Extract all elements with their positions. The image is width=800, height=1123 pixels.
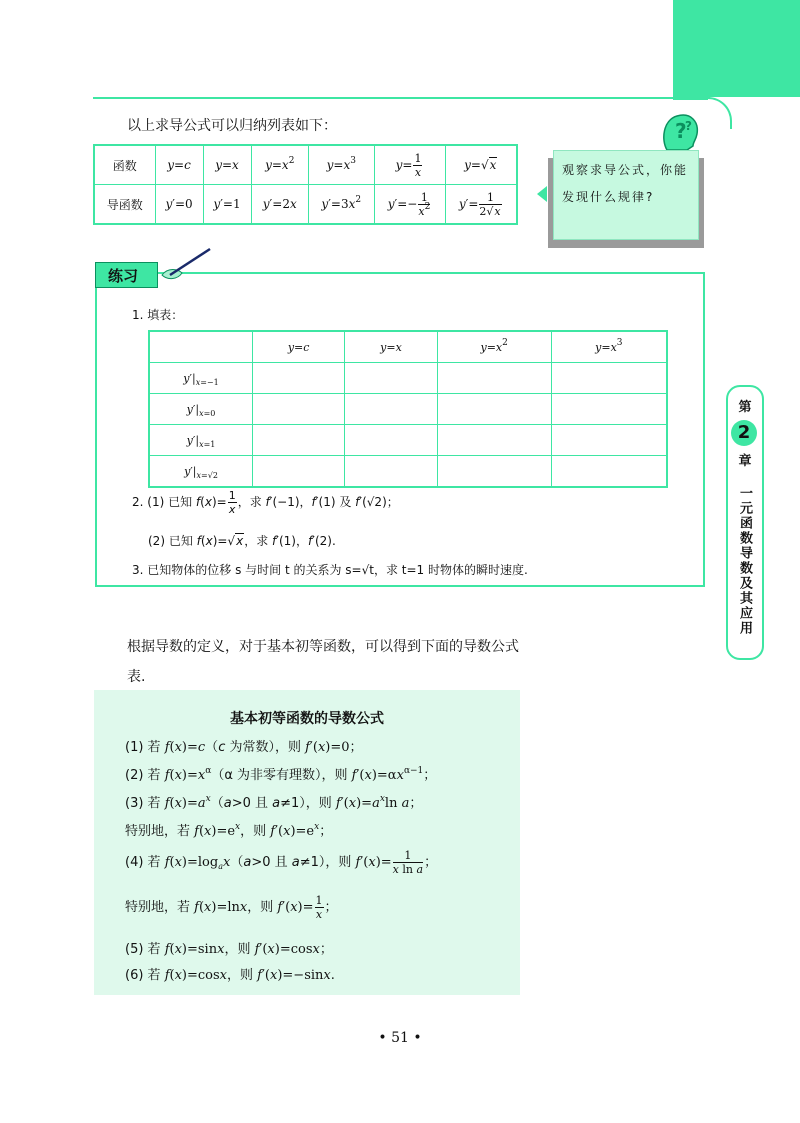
table-row: [149, 456, 667, 488]
table-cell: [149, 331, 253, 363]
top-divider-line: [93, 97, 710, 99]
table-cell: [437, 425, 551, 456]
table-cell: $y=x^3$: [309, 145, 375, 185]
observation-box: 观察求导公式，你能发现什么规律?: [553, 150, 699, 240]
table-cell: y=c: [253, 331, 345, 363]
page-number: • 51 •: [378, 1030, 422, 1046]
table-cell: $y'|_{x=-1}$: [149, 363, 253, 394]
top-green-block: [673, 0, 800, 100]
table-cell: y=√x: [445, 145, 517, 185]
table-cell: [551, 363, 667, 394]
formula-6: (6) 若 f(x)=cosx，则 f′(x)=−sinx.: [125, 968, 335, 983]
table-cell: [345, 363, 437, 394]
question-head-icon: [657, 110, 703, 154]
table-cell: [551, 456, 667, 488]
formula-2: (2) 若 $f(x)=x^\alpha(\alpha$ 为非零有理数），则 $f'(x)=\alpha x^{\alpha-1}$；: [125, 766, 437, 783]
table-cell: [345, 394, 437, 425]
table-cell: y=x: [203, 145, 251, 185]
intro-text: 以上求导公式可以归纳列表如下：: [127, 118, 337, 134]
exercise-tab-label: 练习: [95, 262, 158, 288]
exercise-fill-table: [148, 330, 668, 488]
table-cell: [345, 425, 437, 456]
chapter-title: 一元函数导数及其应用: [737, 486, 752, 636]
table-row: [149, 425, 667, 456]
exercise-q3: 3. 已知物体的位移 s 与时间 t 的关系为 s=√t，求 t=1 时物体的瞬时速度.: [132, 563, 528, 577]
table-cell: [437, 456, 551, 488]
table-cell: [253, 456, 345, 488]
svg-text:?: ?: [675, 119, 687, 143]
table-cell: y=c: [155, 145, 203, 185]
table-row: [149, 394, 667, 425]
chapter-number-badge: 2: [731, 420, 757, 446]
chapter-di: 第: [738, 400, 752, 415]
formula-4: (4) 若 $f(x)=\log_ax(a>0$ 且 a≠1），则 f′(x)= $\frac{1}{\text{x ln a}}$ ；: [125, 849, 438, 876]
table-cell: y′=0: [155, 185, 203, 225]
table-row: [94, 185, 517, 225]
table-header-function: 函数: [94, 145, 155, 185]
table-cell: [437, 363, 551, 394]
table-cell: y′=− $\frac{1}{x^2}$: [374, 185, 445, 225]
table-cell: $y'|_{x=1}$: [149, 425, 253, 456]
table-cell: $y'|_{x=√2}$: [149, 456, 253, 488]
table-row: [149, 331, 667, 363]
formula-4-special: 特别地，若 f(x)=lnx，则 f′(x)= $\frac{1}{x}$ ；: [125, 894, 338, 921]
table-header-derivative: 导函数: [94, 185, 155, 225]
exercise-q1: 1. 填表：: [132, 308, 184, 322]
exercise-q2-2: (2) 已知 f(x)=√x，求 f′(1)，f′(2).: [148, 534, 336, 548]
table-cell: $y=x^2$: [251, 145, 309, 185]
table-cell: [253, 425, 345, 456]
table-cell: y= $\frac{1}{x}$: [374, 145, 445, 185]
table-cell: y′=1: [203, 185, 251, 225]
table-cell: [551, 425, 667, 456]
formula-3-special: 特别地，若 $f(x)=e^x$，则 $f'(x)=e^x$；: [125, 822, 333, 839]
table-cell: [253, 394, 345, 425]
chapter-zhang: 章: [738, 454, 752, 469]
table-cell: $y'=3x^2$: [309, 185, 375, 225]
table-row: [94, 145, 517, 185]
table-cell: y′= $\frac{1}{2√x}$: [445, 185, 517, 225]
table-cell: [437, 394, 551, 425]
derivative-summary-table: [93, 144, 518, 225]
formula-1: (1) 若 f(x)=c（c 为常数），则 f′(x)=0；: [125, 740, 363, 755]
exercise-q2-1: 2. (1) 已知 f(x)= $\frac{1}{x}$ ，求 f′(−1)，f′(1) 及 f′(√2)；: [132, 489, 399, 516]
table-cell: [345, 456, 437, 488]
definition-paragraph: 根据导数的定义，对于基本初等函数，可以得到下面的导数公式表.: [127, 639, 519, 685]
formula-5: (5) 若 f(x)=sinx，则 f′(x)=cosx；: [125, 942, 333, 957]
table-cell: [253, 363, 345, 394]
table-cell: y=x: [345, 331, 437, 363]
table-cell: $y=x^3$: [551, 331, 667, 363]
table-cell: $y=x^2$: [437, 331, 551, 363]
formula-box-title: 基本初等函数的导数公式: [230, 711, 384, 727]
observation-pointer: [537, 186, 547, 202]
pen-icon: [150, 245, 215, 285]
table-row: [149, 363, 667, 394]
svg-text:?: ?: [685, 119, 692, 133]
table-cell: y′=2x: [251, 185, 309, 225]
formula-3: (3) 若 $f(x)=a^x(a>0$ 且 a≠1），则 $f'(x)=a^x\ln$ a；: [125, 794, 423, 811]
table-cell: $y'|_{x=0}$: [149, 394, 253, 425]
table-cell: [551, 394, 667, 425]
